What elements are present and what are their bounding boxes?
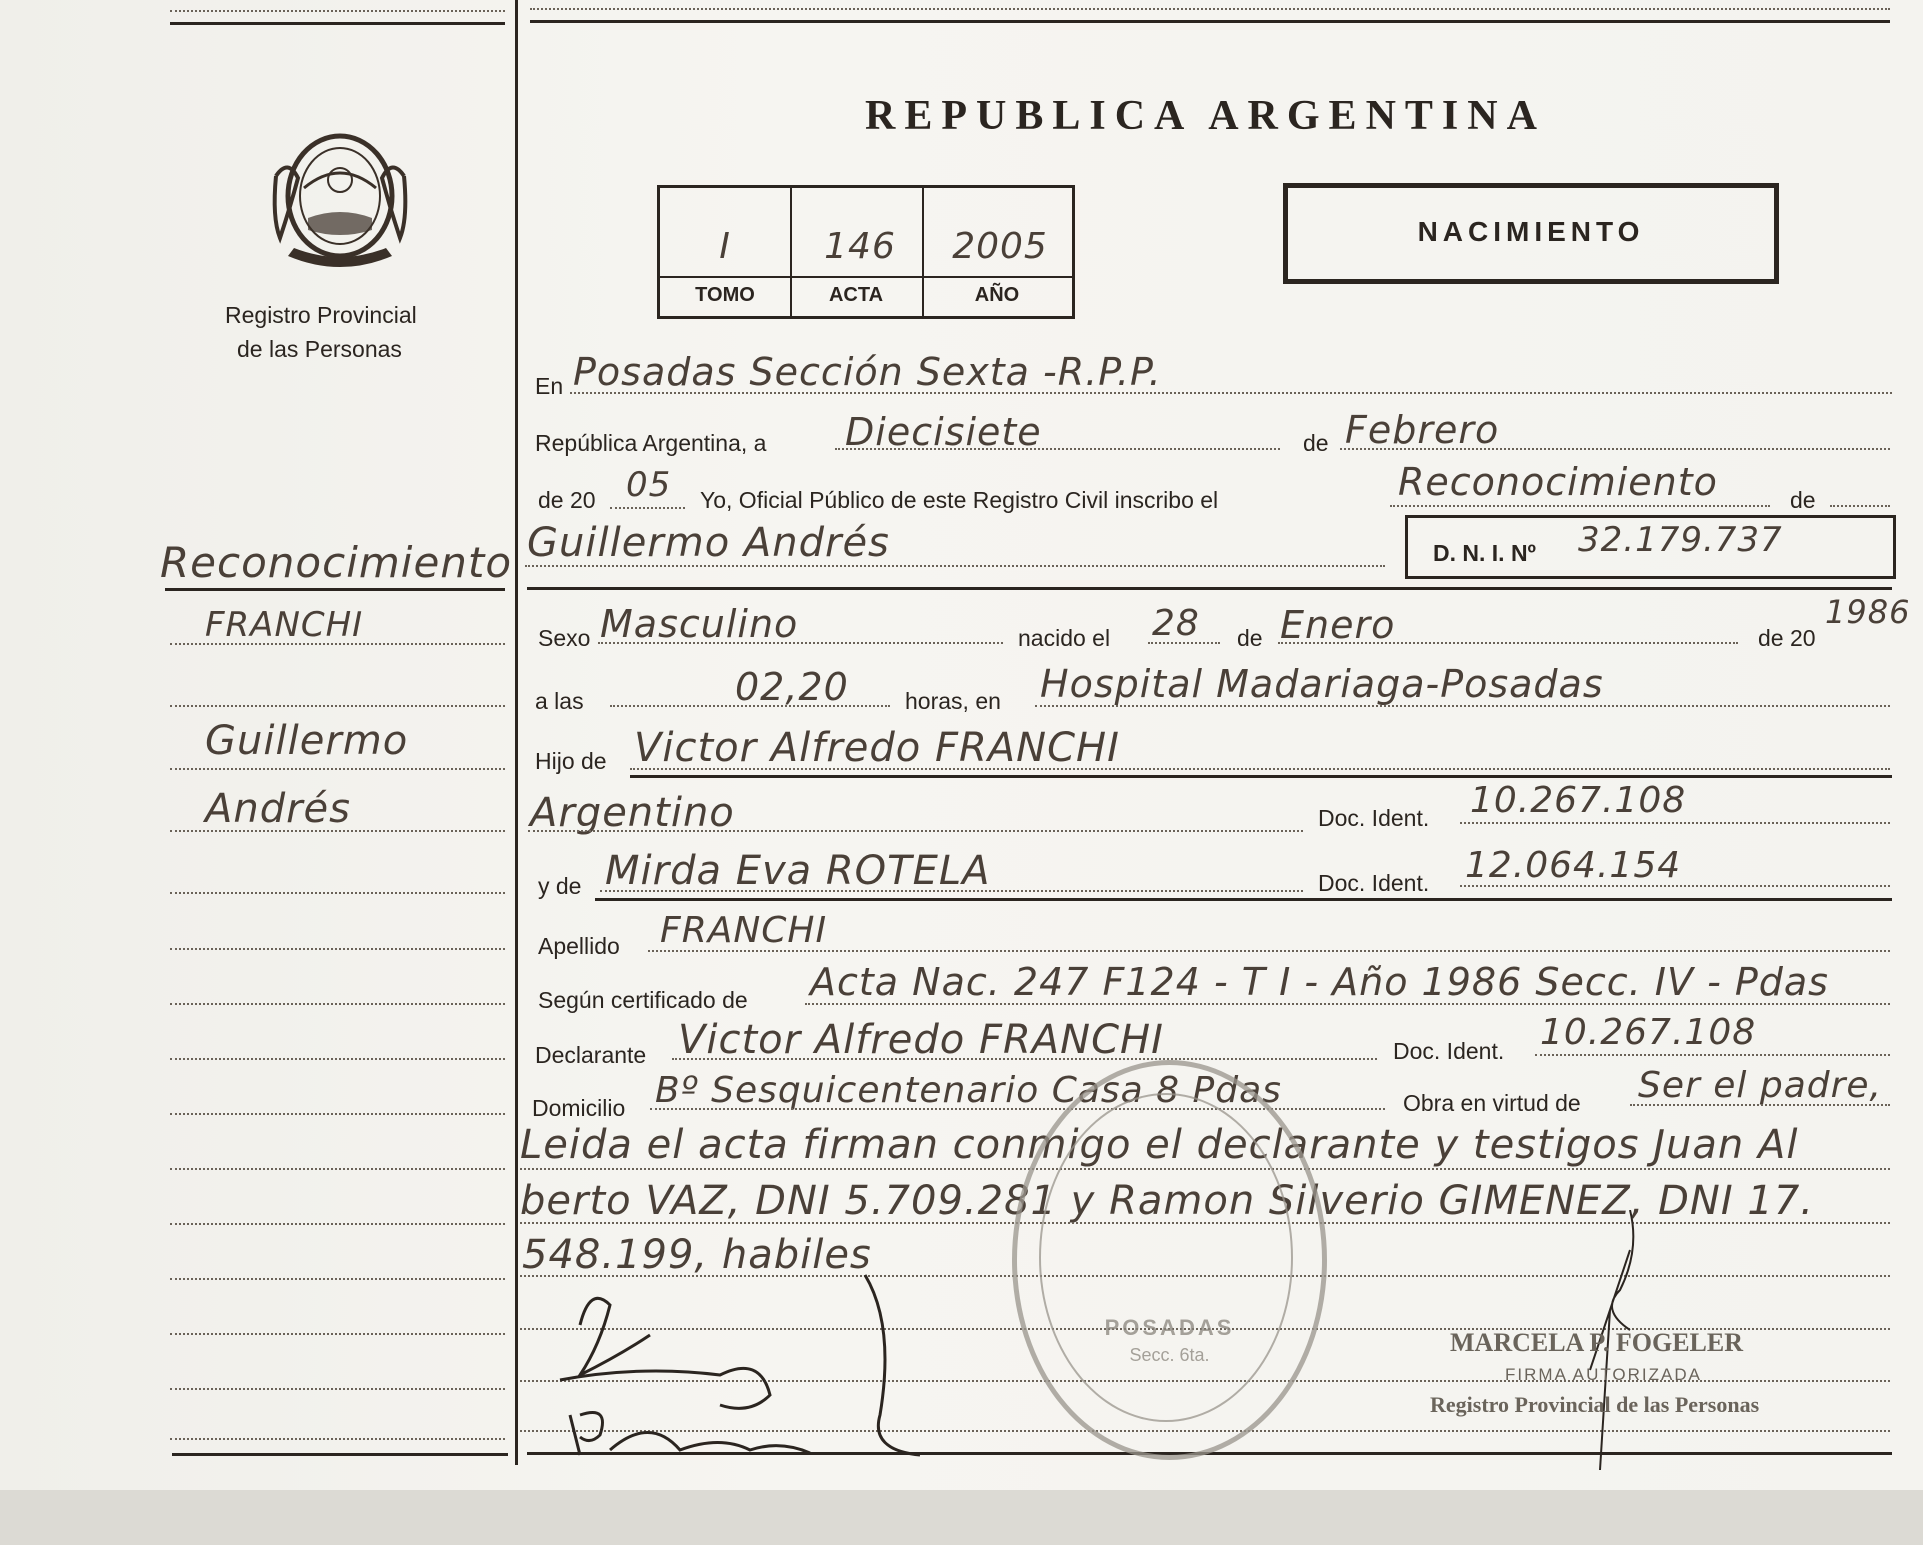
de-end-label: de xyxy=(1790,487,1816,513)
margin-line xyxy=(170,705,505,707)
mother-doc-line xyxy=(1460,885,1890,887)
day-line xyxy=(835,448,1280,450)
ano-label: AÑO xyxy=(974,284,1020,306)
de-end-line xyxy=(1830,505,1890,507)
round-stamp xyxy=(1012,1060,1327,1460)
father-line xyxy=(630,768,1890,770)
segun-value: Acta Nac. 247 F124 - T I - Año 1986 Secc. IV - Pdas xyxy=(810,960,1829,1004)
hour-line xyxy=(610,705,890,707)
margin-line xyxy=(170,1168,505,1170)
margin-line xyxy=(170,948,505,950)
doc-type-label: NACIMIENTO xyxy=(1417,216,1645,247)
margin-line xyxy=(170,1278,505,1280)
country-title: REPUBLICA ARGENTINA xyxy=(865,93,1546,139)
en-value: Posadas Sección Sexta -R.P.P. xyxy=(573,350,1162,394)
declarante-value: Victor Alfredo FRANCHI xyxy=(678,1017,1164,1063)
domicilio-value: Bº Sesquicentenario Casa 8 Pdas xyxy=(655,1070,1282,1111)
record-box xyxy=(657,185,1075,319)
en-label: En xyxy=(535,373,564,399)
text-line-1: Leida el acta firman conmigo el declarante y testigos Juan Al xyxy=(520,1122,1799,1168)
father-rule xyxy=(630,775,1892,778)
yde-label: y de xyxy=(538,873,582,899)
year-prefix-label: de 20 xyxy=(538,487,596,513)
official-registry-stamp: Registro Provincial de las Personas xyxy=(1430,1392,1760,1417)
margin-line xyxy=(170,1388,505,1390)
horas-label: horas, en xyxy=(905,688,1001,714)
margin-line xyxy=(170,643,505,645)
en-line xyxy=(570,392,1892,394)
page-edge-shadow xyxy=(0,1490,1923,1545)
birth-day-line xyxy=(1148,642,1220,644)
margin-line xyxy=(170,1113,505,1115)
official-role-stamp: FIRMA AUTORIZADA xyxy=(1505,1365,1702,1384)
oficial-label: Yo, Oficial Público de este Registro Civil inscribo el xyxy=(700,487,1219,513)
sexo-label: Sexo xyxy=(538,625,591,651)
inscribo-value: Reconocimiento xyxy=(1398,460,1718,504)
declarante-doc: 10.267.108 xyxy=(1540,1012,1757,1053)
official-name-stamp: MARCELA P. FOGELER xyxy=(1450,1328,1744,1357)
birth-year: 1986 xyxy=(1825,593,1911,631)
domicilio-label: Domicilio xyxy=(532,1095,626,1121)
margin-note: Reconocimiento xyxy=(160,538,513,587)
birth-day: 28 xyxy=(1152,603,1200,644)
name-value: Guillermo Andrés xyxy=(527,520,890,566)
birth-year-label: de 20 xyxy=(1758,625,1816,651)
apellido-value: FRANCHI xyxy=(660,910,828,951)
margin-bottom-rule xyxy=(172,1453,508,1456)
round-stamp-inner xyxy=(1039,1093,1293,1422)
year-value: 05 xyxy=(626,465,672,505)
birth-month: Enero xyxy=(1280,603,1396,647)
text-line-2: berto VAZ, DNI 5.709.281 y Ramon Silverio GIMENEZ, DNI 17. xyxy=(520,1178,1814,1224)
segun-label: Según certificado de xyxy=(538,987,748,1013)
segun-line xyxy=(805,1003,1890,1005)
column-divider xyxy=(515,0,518,1465)
hour-value: 02,20 xyxy=(735,665,849,709)
registry-name-line2: de las Personas xyxy=(237,336,402,362)
margin-line xyxy=(170,1438,505,1440)
apellido-label: Apellido xyxy=(538,933,620,959)
nacido-label: nacido el xyxy=(1018,625,1111,651)
declarante-doc-label: Doc. Ident. xyxy=(1393,1038,1505,1064)
de-label: de xyxy=(1303,430,1329,456)
margin-note-rule xyxy=(165,588,505,591)
doc-type-box xyxy=(1283,183,1779,284)
dni-label: D. N. I. Nº xyxy=(1433,540,1536,566)
hijo-label: Hijo de xyxy=(535,748,607,774)
mother-doc-label: Doc. Ident. xyxy=(1318,870,1430,896)
margin-line xyxy=(170,1058,505,1060)
mother-doc: 12.064.154 xyxy=(1465,845,1682,886)
obra-line xyxy=(1630,1104,1890,1106)
ano-value: 2005 xyxy=(952,226,1048,267)
mother-rule xyxy=(595,898,1892,901)
alas-label: a las xyxy=(535,688,584,714)
registry-name-line1: Registro Provincial xyxy=(225,302,417,328)
domicilio-line xyxy=(650,1108,1385,1110)
dni-box xyxy=(1405,515,1896,579)
declarante-label: Declarante xyxy=(535,1042,647,1068)
margin-line xyxy=(170,892,505,894)
father-doc-line xyxy=(1460,822,1890,824)
top-left-rule xyxy=(170,22,505,25)
margin-name2: Andrés xyxy=(205,786,351,832)
inscribo-line xyxy=(1390,505,1770,507)
month-line xyxy=(1340,448,1890,450)
text-line-3: 548.199, habiles xyxy=(522,1232,872,1278)
margin-line xyxy=(170,768,505,770)
obra-label: Obra en virtud de xyxy=(1403,1090,1581,1116)
tomo-label: TOMO xyxy=(695,284,755,306)
place-line xyxy=(1035,705,1890,707)
sexo-line xyxy=(598,642,1003,644)
round-stamp-city: POSADAS xyxy=(1104,1315,1235,1340)
year-line xyxy=(610,507,685,509)
acta-label: ACTA xyxy=(828,284,884,306)
republica-label: República Argentina, a xyxy=(535,430,767,456)
margin-name1: Guillermo xyxy=(205,718,409,764)
dni-value: 32.179.737 xyxy=(1578,520,1783,560)
declarante-line xyxy=(672,1058,1377,1060)
top-dotted-line xyxy=(170,10,505,12)
name-line xyxy=(525,565,1385,567)
top-right-rule xyxy=(530,20,1890,23)
top-dotted-line-right xyxy=(530,8,1890,10)
misiones-seal-icon xyxy=(268,118,412,276)
birth-month-line xyxy=(1278,642,1738,644)
declarante-doc-line xyxy=(1535,1054,1890,1056)
father-value: Victor Alfredo FRANCHI xyxy=(634,725,1120,771)
place-value: Hospital Madariaga-Posadas xyxy=(1040,662,1604,706)
margin-line xyxy=(170,1003,505,1005)
apellido-line xyxy=(648,950,1890,952)
obra-value: Ser el padre, xyxy=(1638,1065,1882,1106)
signature-witnesses-icon xyxy=(520,1265,960,1465)
day-value: Diecisiete xyxy=(845,410,1042,454)
round-stamp-section: Secc. 6ta. xyxy=(1129,1345,1210,1365)
father-doc: 10.267.108 xyxy=(1470,780,1687,821)
birth-de-label: de xyxy=(1237,625,1263,651)
father-nationality: Argentino xyxy=(530,790,735,836)
father-doc-label: Doc. Ident. xyxy=(1318,805,1430,831)
mother-value: Mirda Eva ROTELA xyxy=(605,848,991,894)
acta-value: 146 xyxy=(824,226,896,267)
margin-line xyxy=(170,1223,505,1225)
nationality-line xyxy=(528,830,1303,832)
sexo-value: Masculino xyxy=(600,602,799,646)
month-value: Febrero xyxy=(1345,408,1500,452)
margin-line xyxy=(170,1333,505,1335)
name-rule xyxy=(527,587,1892,590)
tomo-value: I xyxy=(719,226,731,267)
mother-line xyxy=(600,890,1303,892)
margin-line xyxy=(170,830,505,832)
record-box-divider xyxy=(660,276,1072,278)
margin-surname: FRANCHI xyxy=(205,605,364,645)
